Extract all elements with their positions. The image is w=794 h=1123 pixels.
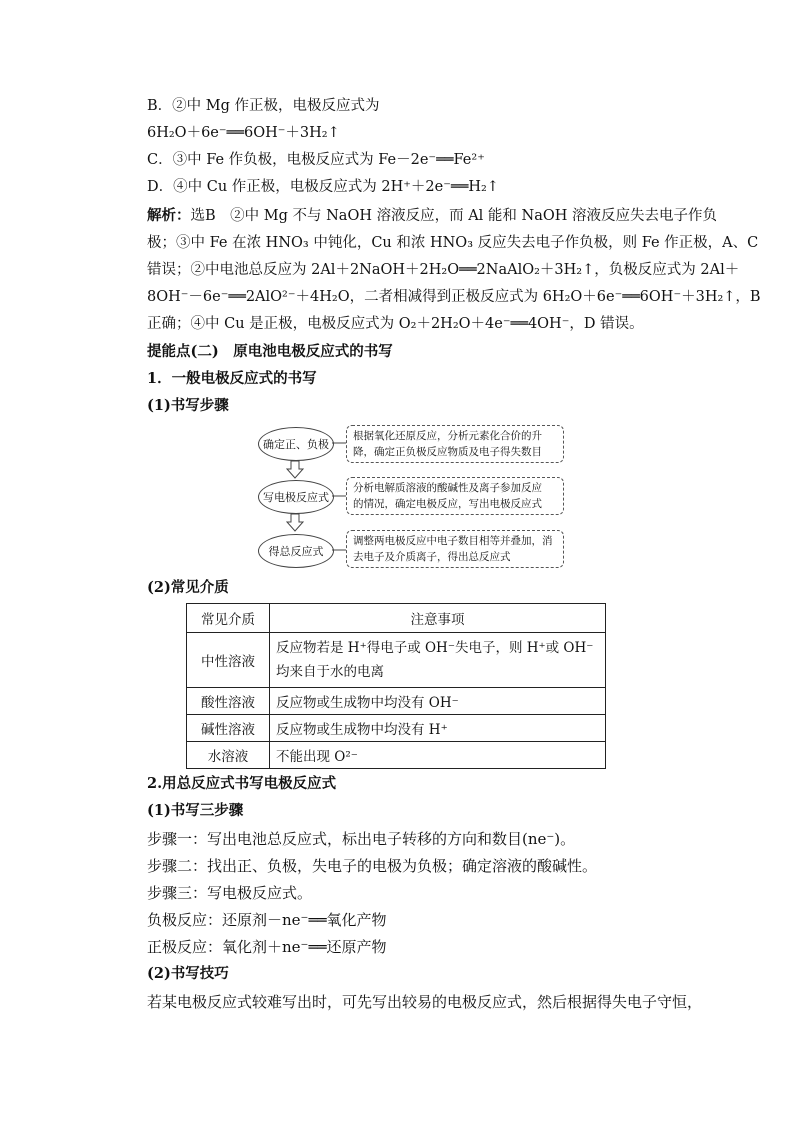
medium-cell: 中性溶液	[187, 633, 270, 688]
flow-note-1-line-b: 降，确定正负极反应物质及电子得失数目	[353, 446, 542, 458]
option-b-line1: B．②中 Mg 作正极，电极反应式为	[147, 98, 380, 114]
table-row	[187, 688, 606, 715]
flow-step2-label: 写电极反应式	[263, 491, 329, 504]
analysis-line1-text: 选B ②中 Mg 不与 NaOH 溶液反应，而 Al 能和 NaOH 溶液反应失去电子作负	[190, 208, 717, 224]
flow-note-3-line-b: 去电子及介质离子，得出总反应式	[353, 551, 511, 563]
note-cell: 不能出现 O²⁻	[270, 742, 606, 769]
option-d: D．④中 Cu 作正极，电极反应式为 2H⁺＋2e⁻══H₂↑	[147, 179, 499, 195]
table-row	[187, 715, 606, 742]
medium-cell: 水溶液	[187, 742, 270, 769]
flow-note-1	[346, 425, 564, 463]
flow-step-determine-electrodes	[258, 427, 334, 461]
part2-title: 2.用总反应式书写电极反应式	[147, 775, 337, 792]
part2-step2: 步骤二：找出正、负极，失电子的电极为负极；确定溶液的酸碱性。	[147, 857, 598, 875]
option-b-line2: 6H₂O＋6e⁻══6OH⁻＋3H₂↑	[147, 125, 340, 141]
analysis-label: 解析：	[147, 207, 191, 224]
note-cell: 反应物若是 H⁺得电子或 OH⁻失电子，则 H⁺或 OH⁻均来自于水的电离	[270, 633, 606, 688]
flow-step-write-electrode-equation	[258, 480, 334, 514]
table-row	[187, 742, 606, 769]
flow-note-2-line-a: 分析电解质溶液的酸碱性及离子参加反应	[353, 482, 542, 494]
flow-step-total-equation	[258, 534, 334, 568]
medium-cell: 碱性溶液	[187, 715, 270, 742]
part2-tips-text: 若某电极反应式较难写出时，可先写出较易的电极反应式，然后根据得失电子守恒，	[147, 993, 703, 1011]
flow-note-3	[346, 530, 564, 568]
part2-three-steps: (1)书写三步骤	[147, 802, 244, 819]
media-table	[186, 603, 606, 769]
flow-note-2	[346, 477, 564, 515]
analysis-line2: 极；③中 Fe 在浓 HNO₃ 中钝化，Cu 和浓 HNO₃ 反应失去电子作负极，则 Fe 作正极，A、C	[147, 235, 759, 251]
header-medium: 常见介质	[187, 604, 270, 633]
analysis-line3: 错误；②中电池总反应为 2Al＋2NaOH＋2H₂O══2NaAlO₂＋3H₂↑，负极反应式为 2Al＋	[147, 262, 740, 278]
table-row	[187, 633, 606, 688]
flow-arrow-1	[285, 460, 305, 480]
flow-note-2-line-b: 的情况，确定电极反应，写出电极反应式	[353, 498, 542, 510]
analysis-line1	[147, 206, 717, 226]
part2-tips-label: (2)书写技巧	[147, 965, 229, 982]
analysis-line5: 正确；④中 Cu 是正极，电极反应式为 O₂＋2H₂O＋4e⁻══4OH⁻，D 错误。	[147, 316, 644, 332]
flow-note-1-line-a: 根据氧化还原反应，分析元素化合价的升	[353, 430, 542, 442]
subsection-1-title: 1．一般电极反应式的书写	[147, 370, 317, 387]
part2-positive-reaction: 正极反应：氧化剂＋ne⁻══还原产物	[147, 938, 387, 956]
flow-note-3-line-a: 调整两电极反应中电子数目相等并叠加，消	[353, 535, 553, 547]
header-note: 注意事项	[270, 604, 606, 633]
flow-step1-label: 确定正、负极	[263, 438, 329, 451]
steps-label: (1)书写步骤	[147, 397, 229, 414]
part2-negative-reaction: 负极反应：还原剂－ne⁻══氧化产物	[147, 911, 387, 929]
analysis-line4: 8OH⁻－6e⁻══2AlO²⁻＋4H₂O，二者相减得到正极反应式为 6H₂O＋6e⁻══6OH⁻＋3H₂↑，B	[147, 289, 761, 305]
flow-step3-label: 得总反应式	[268, 545, 324, 558]
section-title: 提能点(二) 原电池电极反应式的书写	[147, 343, 393, 360]
medium-cell: 酸性溶液	[187, 688, 270, 715]
flow-arrow-2	[285, 513, 305, 533]
note-cell: 反应物或生成物中均没有 H⁺	[270, 715, 606, 742]
media-table-header	[187, 604, 606, 633]
media-label: (2)常见介质	[147, 579, 229, 596]
option-c: C．③中 Fe 作负极，电极反应式为 Fe－2e⁻══Fe²⁺	[147, 152, 485, 168]
part2-step3: 步骤三：写电极反应式。	[147, 884, 313, 902]
part2-step1: 步骤一：写出电池总反应式，标出电子转移的方向和数目(ne⁻)。	[147, 830, 576, 848]
note-cell: 反应物或生成物中均没有 OH⁻	[270, 688, 606, 715]
